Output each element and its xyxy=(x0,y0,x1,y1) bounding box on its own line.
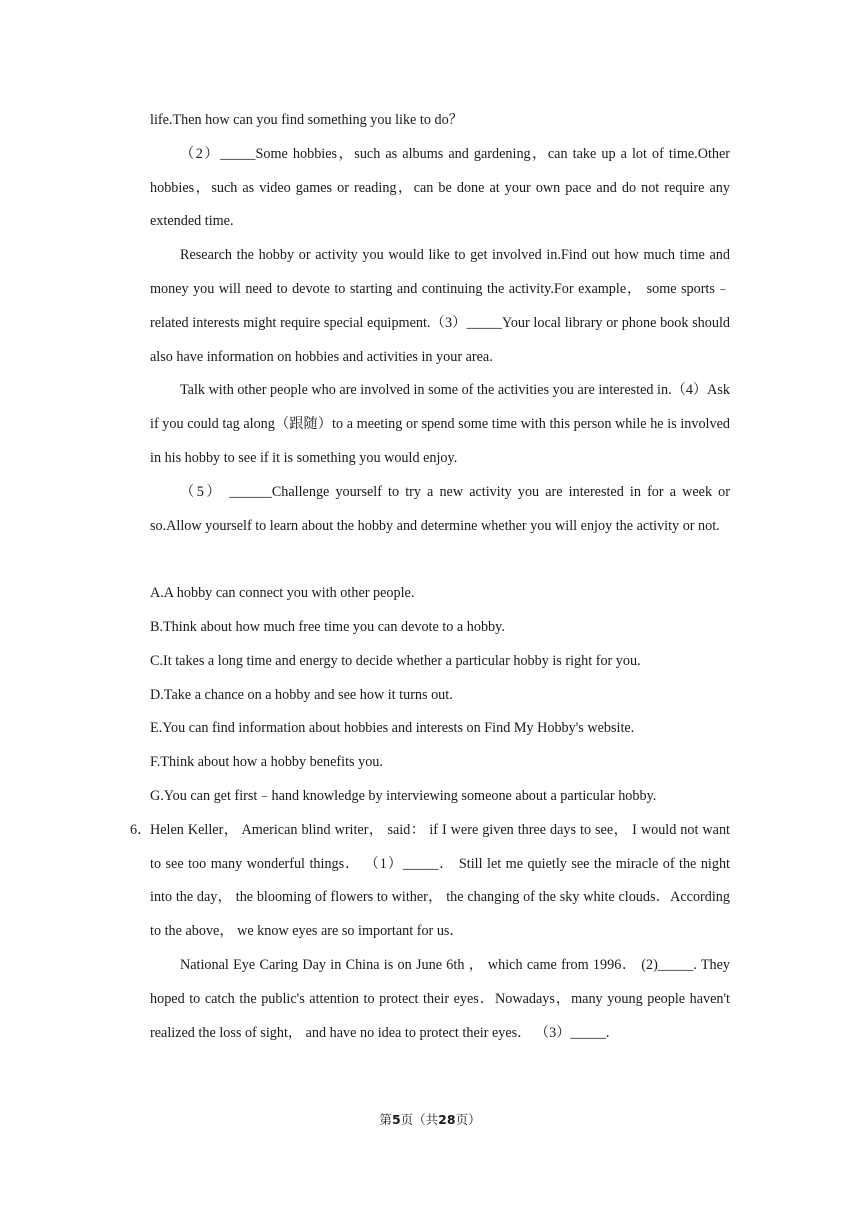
option-a: A.A hobby can connect you with other people. xyxy=(150,585,415,602)
option-e: E.You can find information about hobbies and interests on Find My Hobby's website. xyxy=(150,720,635,737)
paragraph-blank-3: Research the hobby or activity you would like to get involved in.Find out how much time and money you will need to devote to starting and continuing the activity.For example， some sports﹣related interests might require special equipment.（3）_____Your local library or phone book should also have information on hobbies and activities in your area. xyxy=(150,247,730,365)
footer-mid: 页（共 xyxy=(400,1112,439,1127)
option-b: B.Think about how much free time you can devote to a hobby. xyxy=(150,618,505,635)
option-g: G.You can get first﹣hand knowledge by interviewing someone about a particular hobby. xyxy=(150,787,657,804)
paragraph-blank-5: （5） ______Challenge yourself to try a new activity you are interested in for a week or so.Allow yourself to learn about the hobby and determine whether you will enjoy the activity or not. xyxy=(150,483,730,534)
option-c: C.It takes a long time and energy to decide whether a particular hobby is right for you. xyxy=(150,652,641,669)
paragraph-continuation: life.Then how can you find something you like to do？ xyxy=(150,112,463,128)
paragraph-blank-2: （2）_____Some hobbies，such as albums and gardening，can take up a lot of time.Other hobbies，such as video games or reading，can be done at your own pace and do not require any extended time. xyxy=(150,145,730,230)
question-6-paragraph-2: National Eye Caring Day in China is on June 6th ， which came from 1996． (2)_____. They hoped to catch the public's attention to protect their eyes．Nowadays，many young people haven't realized the loss of sight， and have no idea to protect their eyes． （3）_____. xyxy=(150,956,730,1041)
page-footer xyxy=(0,1110,860,1128)
footer-suffix: 页） xyxy=(455,1112,481,1127)
document-page xyxy=(130,104,730,1050)
footer-prefix: 第 xyxy=(379,1112,392,1127)
question-6-paragraph-1: Helen Keller， American blind writer， said： if I were given three days to see， I would not want to see too many wonderful things． （1）_____． Still let me quietly see the miracle of the night into the day， the blooming of flowers to wither， the changing of the sky white clouds．According to the above， we know eyes are so important for us． xyxy=(150,821,730,940)
spacer xyxy=(150,543,730,577)
option-f: F.Think about how a hobby benefits you. xyxy=(150,754,383,771)
option-d: D.Take a chance on a hobby and see how it turns out. xyxy=(150,686,453,703)
footer-total-pages: 28 xyxy=(438,1112,456,1127)
question-6 xyxy=(130,814,730,1051)
footer-page-number: 5 xyxy=(391,1112,401,1127)
question-number: 6． xyxy=(130,821,152,838)
paragraph-blank-4: Talk with other people who are involved in some of the activities you are interested in.（4）Ask if you could tag along（跟随）to a meeting or spend some time with this person while he is involved in his hobby to see if it is something you would enjoy. xyxy=(150,382,730,466)
